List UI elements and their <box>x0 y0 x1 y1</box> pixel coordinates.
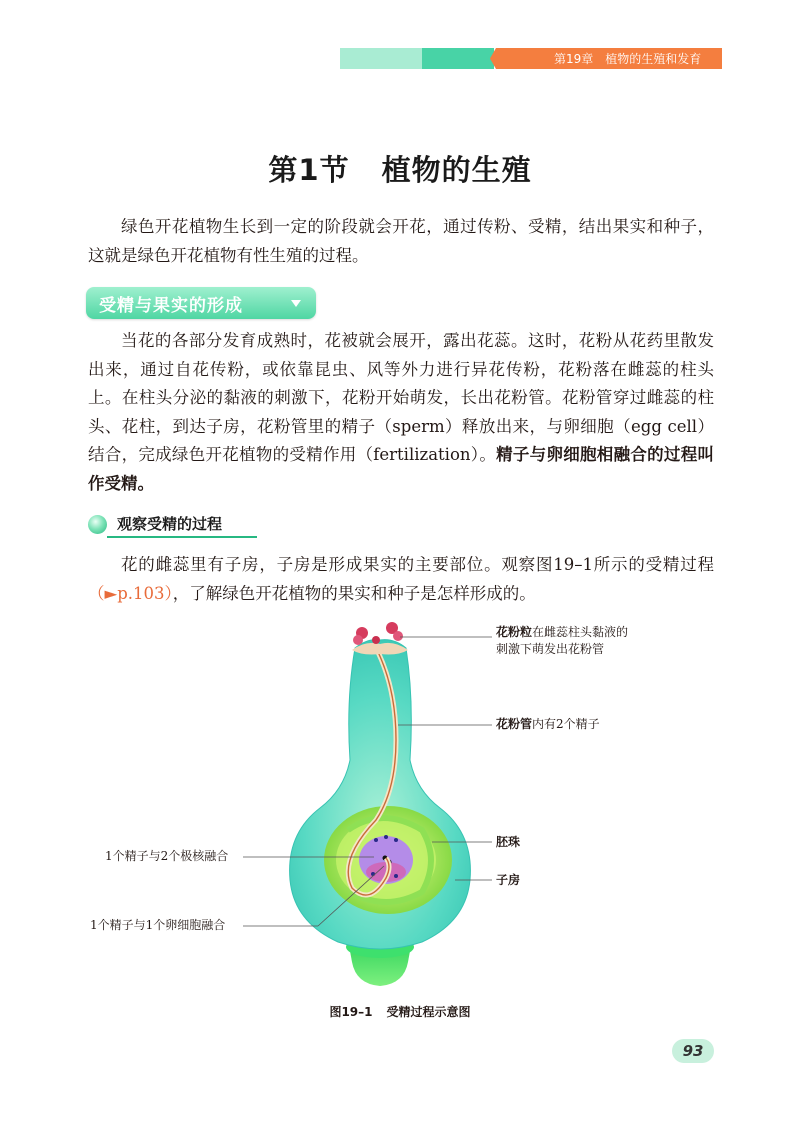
label-ovary-text: 子房 <box>496 873 521 887</box>
label-pollen-rest-1: 在雌蕊柱头黏液的 <box>532 625 629 639</box>
chapter-number: 第19章 <box>554 52 594 66</box>
activity-heading: 观察受精的过程 <box>117 515 223 533</box>
caption-text: 受精过程示意图 <box>386 1005 471 1019</box>
label-egg-fusion: 1个精子与1个卵细胞融合 <box>90 918 226 932</box>
label-pollen-tube <box>496 716 600 733</box>
page-number-badge <box>672 1039 714 1063</box>
label-tube-bold: 花粉管 <box>496 717 533 731</box>
label-ovule-text: 胚珠 <box>496 835 521 849</box>
label-ovary <box>496 872 520 889</box>
topic-heading-label: 受精与果实的形成 <box>99 296 243 316</box>
label-ovule <box>496 834 520 851</box>
chapter-title: 植物的生殖和发育 <box>605 52 702 66</box>
intro-paragraph: 绿色开花植物生长到一定的阶段就会开花，通过传粉、受精，结出果实和种子，这就是绿色开花植物有性生殖的过程。 <box>88 217 714 265</box>
activity-text-after: ，了解绿色开花植物的果实和种子是怎样形成的。 <box>172 583 536 603</box>
figure-caption <box>0 1003 800 1020</box>
section-number: 第1节 <box>268 153 350 187</box>
label-pollen-bold: 花粉粒 <box>496 625 533 639</box>
section-title: 植物的生殖 <box>381 153 532 187</box>
page-reference-link[interactable]: （►p.103） <box>88 583 173 603</box>
label-tube-rest: 内有2个精子 <box>532 717 600 731</box>
caption-number: 图19–1 <box>329 1005 373 1019</box>
label-pollen <box>496 624 628 641</box>
page-number: 93 <box>682 1042 704 1060</box>
activity-text-before: 花的雌蕊里有子房，子房是形成果实的主要部位。观察图19–1所示的受精过程 <box>121 555 714 574</box>
label-pollen-line2: 刺激下萌发出花粉管 <box>496 642 605 656</box>
definition-bold: 精子与卵细胞相融合的过程叫作受精。 <box>88 445 714 493</box>
label-polar-fusion: 1个精子与2个极核融合 <box>105 849 229 863</box>
body-text: 当花的各部分发育成熟时，花被就会展开，露出花蕊。这时，花粉从花药里散发出来，通过自花传粉，或依靠昆虫、风等外力进行异花传粉，花粉落在雌蕊的柱头上。在柱头分泌的黏液的刺激下，花粉开始萌发，长出花粉管。花粉管穿过雌蕊的柱头、花柱，到达子房，花粉管里的精子（sperm）释放出来，与卵细胞（egg cell）结合，完成绿色开花植物的受精作用（fertilization）。 <box>88 331 714 465</box>
